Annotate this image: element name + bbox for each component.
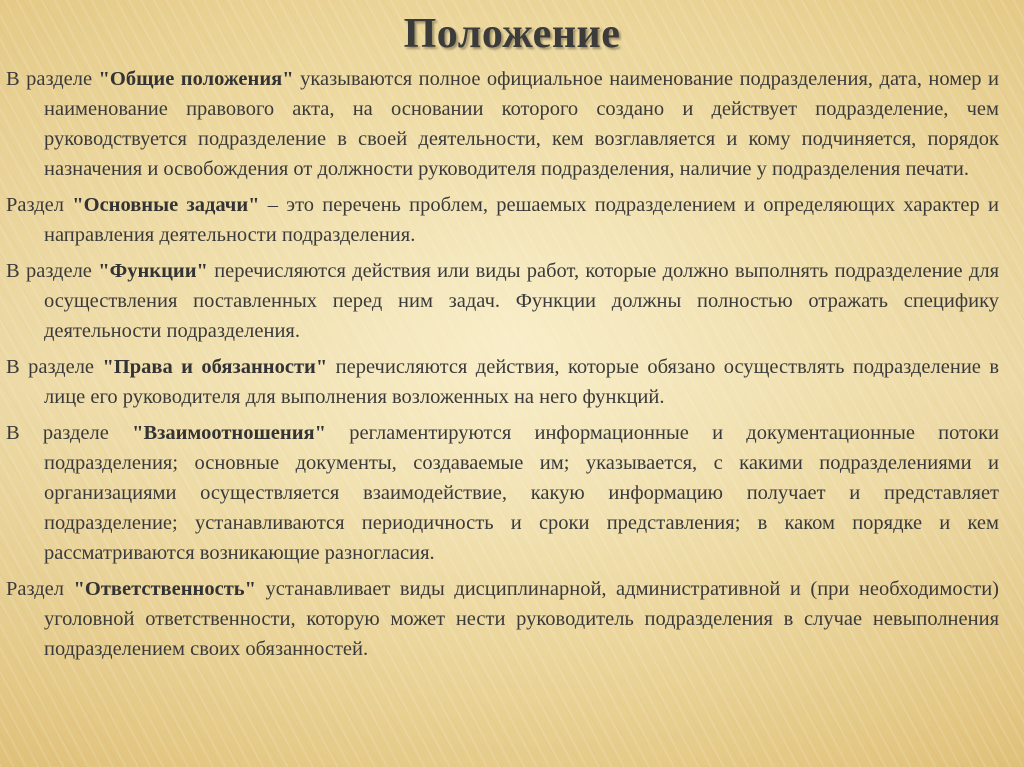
paragraph-rights-duties xyxy=(6,352,999,412)
section-term: "Права и обязанности" xyxy=(102,356,328,378)
slide-content xyxy=(6,64,999,670)
paragraph-prefix: Раздел xyxy=(6,194,73,216)
paragraph-prefix: В разделе xyxy=(6,356,103,378)
paragraph-text: указываются полное официальное наименование подразделения, дата, номер и наименование правового акта, на основании которого создано и действует подразделение, чем руководствуется подразделение в своей деятельности, кем возглавляется и кому подчиняется, порядок назначения и освобождения от должности руководителя подразделения, наличие у подразделения печати. xyxy=(44,68,999,180)
paragraph-prefix: Раздел xyxy=(6,578,74,600)
section-term: "Ответственность" xyxy=(73,578,256,600)
paragraph-responsibility xyxy=(6,574,999,664)
section-term: "Функции" xyxy=(98,260,208,282)
paragraph-text: – это перечень проблем, решаемых подразделением и определяющих характер и направления деятельности подразделения. xyxy=(44,194,999,246)
slide-title: Положение xyxy=(403,11,621,57)
section-term: "Основные задачи" xyxy=(72,194,260,216)
section-term: "Общие положения" xyxy=(98,68,294,90)
paragraph-functions xyxy=(6,256,999,346)
paragraph-main-tasks xyxy=(6,190,999,250)
paragraph-relationships xyxy=(6,418,999,568)
paragraph-text: регламентируются информационные и документационные потоки подразделения; основные документы, создаваемые им; указывается, с какими подразделениями и организациями осуществляется взаимодействие, какую информацию получает и представляет подразделение; устанавливаются периодичность и сроки представления; в каком порядке и кем рассматриваются возникающие разногласия. xyxy=(44,422,1000,564)
paragraph-text: устанавливает виды дисциплинарной, административной и (при необходимости) уголовной ответственности, которую может нести руководитель подразделения в случае невыполнения подразделением своих обязанностей. xyxy=(44,578,999,660)
paragraph-prefix: В разделе xyxy=(6,260,99,282)
paragraph-text: перечисляются действия или виды работ, которые должно выполнять подразделение для осуществления поставленных перед ним задач. Функции должны полностью отражать специфику деятельности подразделения. xyxy=(44,260,999,342)
paragraph-prefix: В разделе xyxy=(6,68,99,90)
paragraph-prefix: В разделе xyxy=(6,422,133,444)
section-term: "Взаимоотношения" xyxy=(132,422,326,444)
paragraph-text: перечисляются действия, которые обязано осуществлять подразделение в лице его руководителя для выполнения возложенных на него функций. xyxy=(44,356,999,408)
paragraph-general-provisions xyxy=(6,64,999,184)
